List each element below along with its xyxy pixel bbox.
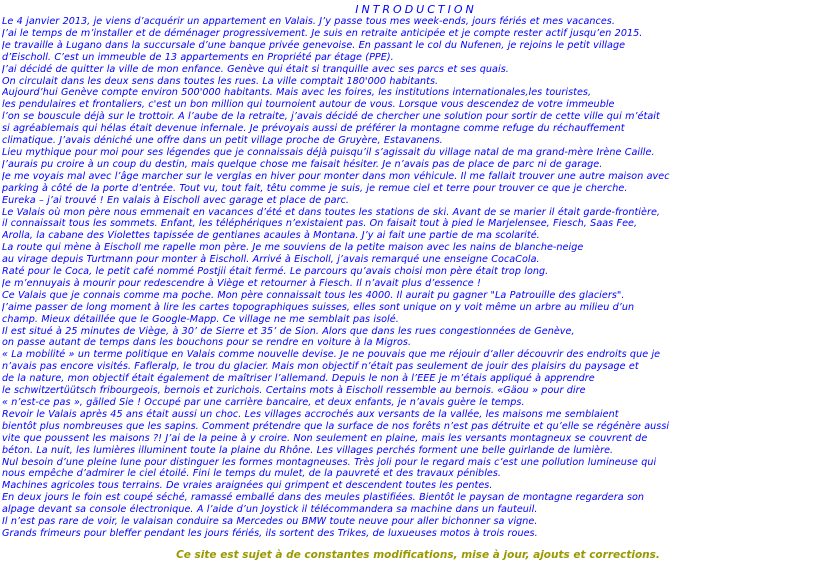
text-line: vite que poussent les maisons ?! J’ai de la peine à y croire. Non seulement en plaine, mais les versants montagneux se couvrent de	[2, 432, 648, 444]
text-line: Grands frimeurs pour bleffer pendant les jours fériés, ils sortent des Trikes, de luxueuses motos à trois roues.	[2, 527, 538, 539]
text-line: Il n’est pas rare de voir, le valaisan conduire sa Mercedes ou BMW toute neuve pour aller bichonner sa vigne.	[2, 516, 538, 528]
text-line: Revoir le Valais après 45 ans était aussi un choc. Les villages accrochés aux versants de la vallée, les maisons me semblaient	[2, 408, 619, 420]
text-line: Arolla, la cabane des Violettes tapissée de gentianes acaules à Montana. J’y ai fait une partie de ma scolarité.	[2, 230, 540, 242]
text-line: Lieu mythique pour moi pour ses légendes que je connaissais déjà puisqu’il s’agissait du village natal de ma grand-mère Irène Caille.	[2, 146, 655, 158]
text-line: le schwitzertüütsch fribourgeois, bernois et zurichois. Certains mots à Eischoll ressemble au bernois. «Gäou » pour dire	[2, 385, 586, 397]
text-line: « La mobilité » un terme politique en Valais comme nouvelle devise. Je ne pouvais que me réjouir d’aller découvrir des endroits que je	[2, 349, 661, 361]
text-line: Nul besoin d’une pleine lune pour distinguer les formes montagneuses. Très joli pour le regard mais c’est une pollution lumineuse qui	[2, 456, 657, 468]
text-line: La route qui mène à Eischoll me rapelle mon père. Je me souviens de la petite maison avec les nains de blanche-neige	[2, 242, 584, 254]
text-line: d’Eischoll. C’est un immeuble de 13 appartements en Propriété par étage (PPE).	[2, 51, 394, 63]
text-line: l’on se bouscule déjà sur le trottoir. À l’aube de la retraite, j’avais décidé de chercher une solution pour sortir de cette ville qui m’était	[2, 111, 660, 123]
text-line: Eureka – j’ai trouvé ! En valais à Eischoll avec garage et place de parc.	[2, 194, 349, 206]
text-line: climatique. J’avais déniché une offre dans un petit village proche de Gruyère, Estavanens.	[2, 135, 443, 147]
text-line: Il est situé à 25 minutes de Viège, à 30’ de Sierre et 35’ de Sion. Alors que dans les rues congestionnées de Genève,	[2, 325, 575, 337]
text-line: Le Valais où mon père nous emmenait en vacances d’été et dans toutes les stations de ski. Avant de se marier il était garde-frontière,	[2, 206, 660, 218]
page-title: INTRODUCTION	[355, 3, 477, 16]
text-line: bientôt plus nombreuses que les sapins. Comment prétendre que la surface de nos forêts n’est pas détruite et qu’elle se régénère aussi	[2, 420, 670, 432]
text-line: « n’est-ce pas », gälled Sie ! Occupé par une carrière bancaire, et deux enfants, je n’avais guère le temps.	[2, 397, 525, 408]
text-line: Ce Valais que je connais comme ma poche. Mon père connaissait tous les 4000. Il aurait pu gagner "La Patrouille des glaciers".	[2, 289, 625, 301]
footer-notice: Ce site est sujet à de constantes modifications, mise à jour, ajouts et corrections.	[176, 549, 660, 561]
text-line: On circulait dans les deux sens dans toutes les rues. La ville comptait 180'000 habitants.	[2, 75, 439, 87]
text-line: Je m’ennuyais à mourir pour redescendre à Viège et retourner à Fiesch. Il n’avait plus d’essence !	[2, 277, 481, 289]
text-line: Raté pour le Coca, le petit café nommé Postjii était fermé. Le parcours qu’avais choisi mon père était trop long.	[2, 266, 549, 278]
text-line: si agréablemais qui hélas était devenue infernale. Je prévoyais aussi de préférer la montagne comme refuge du réchauffement	[2, 123, 625, 135]
text-line: nous empêche d’admirer le ciel étoilé. Fini le temps du mulet, de la pauvreté et des travaux pénibles.	[2, 468, 502, 480]
text-line: béton. La nuit, les lumières illuminent toute la plaine du Rhône. Les villages perchés forment une belle guirlande de lumière.	[2, 444, 614, 456]
introduction-text	[2, 16, 830, 540]
text-line: parking à côté de la porte d’entrée. Tout vu, tout fait, têtu comme je suis, je remue ciel et terre pour trouver ce que je cherche.	[2, 182, 628, 194]
text-line: J’ai le temps de m’installer et de déménager progressivement. Je suis en retraite anticipée et je compte rester actif jusqu’en 2015.	[2, 27, 643, 39]
text-line: Je travaille à Lugano dans la succursale d’une banque privée genevoise. En passant le col du Nufenen, je rejoins le petit village	[2, 39, 626, 51]
text-line: alpage devant sa console électronique. À l’aide d’un Joystick il télécommandera sa machine dans un fauteuil.	[2, 504, 538, 516]
text-line: J’ai décidé de quitter la ville de mon enfance. Genève qui était si tranquille avec ses parcs et ses quais.	[2, 63, 509, 75]
text-line: J’aurais pu croire à un coup du destin, mais quelque chose me faisait hésiter. Je n’avais pas de place de parc ni de garage.	[2, 158, 603, 170]
text-line: En deux jours le foin est coupé séché, ramassé emballé dans des meules plastifiées. Bientôt le paysan de montagne regardera son	[2, 492, 645, 504]
text-line: Le 4 janvier 2013, je viens d’acquérir un appartement en Valais. J’y passe tous mes week-ends, jours fériés et mes vacances.	[2, 16, 615, 27]
text-line: Je me voyais mal avec l’âge marcher sur le verglas en hiver pour monter dans mon véhicule. Il me fallait trouver une autre maison avec	[2, 170, 670, 182]
text-line: les pendulaires et frontaliers, c'est un bon million qui tournoient autour de vous. Lorsque vous descendez de votre immeuble	[2, 99, 615, 111]
text-line: Aujourd’hui Genève compte environ 500'000 habitants. Mais avec les foires, les institutions internationales,les touristes,	[2, 87, 592, 99]
text-line: on passe autant de temps dans les bouchons pour se rendre en voiture à la Migros.	[2, 337, 412, 349]
text-line: de la nature, mon objectif était également de maîtriser l’allemand. Depuis le non à l’EEE je m’étais appliqué à apprendre	[2, 373, 595, 385]
text-line: J’aime passer de long moment à lire les cartes topographiques suisses, elles sont unique on y voit même un arbre au milieu d’un	[2, 301, 635, 313]
text-line: au virage depuis Turtmann pour monter à Eischoll. Arrivé à Eischoll, j’avais remarqué une enseigne CocaCola.	[2, 254, 540, 266]
text-line: champ. Mieux détaillée que le Google-Mapp. Ce village ne me semblait pas isolé.	[2, 313, 399, 325]
text-line: n’avais pas encore visités. Fafleralp, le trou du glacier. Mais mon objectif n’était pas seulement de jouir des plaisirs du paysage et	[2, 361, 639, 373]
text-line: Machines agricoles tous terrains. De vraies araignées qui grimpent et descendent toutes les pentes.	[2, 480, 493, 492]
text-line: il connaissait tous les sommets. Enfant, les téléphériques n’existaient pas. On faisait tout à pied le Marjelensee, Fiesch, Saas Fee,	[2, 218, 638, 230]
